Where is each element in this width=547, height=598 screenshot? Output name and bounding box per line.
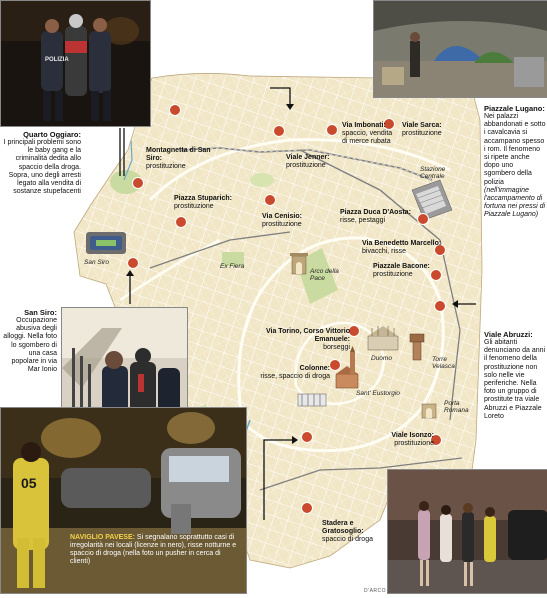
jersey-number: 05 [21,475,37,491]
photo-piazzale-lugano [373,0,547,98]
hotspot-name: Via Imbonati: [342,122,386,129]
hotspot-desc: borseggi [323,344,350,351]
marker-jenner [327,125,338,136]
place-ex-fiera: Ex Fiera [220,263,245,270]
sidebar-title: Viale Abruzzi: [484,330,533,339]
porta-romana-icon [422,404,436,418]
hotspot-name: Viale Sarca: [402,122,442,129]
marker-imbonati [274,126,285,137]
hotspot-name: Via Torino, Corso Vittorio Emanuele: [265,328,350,343]
hotspot-name: Stadera e Gratosoglio: [322,520,364,535]
sidebar-title: Quarto Oggiaro: [23,130,81,139]
label-isonzo [380,432,434,448]
label-colonne [254,365,330,381]
label-sarca [402,122,462,138]
sidebar-caption: (nell'immagine l'accampamento di fortuna nei pressi di Piazzale Lugano) [484,186,546,219]
hotspot-desc: spaccio di droga [322,536,373,543]
hotspot-name: Via Benedetto Marcello: [362,240,442,247]
sidebar-quarto-oggiaro [2,130,81,196]
marker-quarto-oggiaro [133,178,144,189]
label-cenisio [262,213,322,229]
colonne-icon [298,394,326,406]
hotspot-desc: prostituzione [286,162,326,169]
sidebar-san-siro [2,308,57,374]
label-imbonati [342,122,396,146]
marker-torino [349,326,360,337]
label-stuparich [174,195,244,211]
photo-viale-abruzzi [387,469,547,594]
marker-san-siro [128,258,139,269]
place-eustorgio: Sant' Eustorgio [356,390,400,397]
place-porta-romana: Porta Romana [444,400,469,414]
hotspot-name: Colonne: [299,365,330,372]
hotspot-name: Piazza Stuparich: [174,195,232,202]
hotspot-desc: prostituzione [174,203,214,210]
sidebar-piazzale-lugano [484,104,546,220]
place-stazione: Stazione Centrale [420,166,446,180]
label-bacone [373,263,433,279]
hotspot-desc: prostituzione [262,221,302,228]
sidebar-title: NAVIGLIO PAVESE: [70,534,135,541]
hotspot-name: Viale Jenner: [286,154,330,161]
label-stadera [322,520,392,544]
label-jenner [286,154,346,170]
marker-abruzzi [435,301,446,312]
san-siro-stadium-icon [86,232,126,254]
hotspot-desc: prostituzione [373,271,413,278]
hotspot-desc: prostituzione [402,130,442,137]
sidebar-text: I principali problemi sono le baby gang e la criminalità dedita allo spaccio della droga. Sopra, uno degli arresti legato alla vendita di sostanze stupefacenti [3,139,81,196]
hotspot-desc: risse, pestaggi [340,217,386,224]
place-san-siro: San Siro [84,259,109,266]
marker-montagnetta [170,105,181,116]
sidebar-text: Gli abitanti denunciano da anni il fenomeno della prostituzione non solo nelle vie periferiche. Nella foto un gruppo di prostitute tra viale Abruzzi e Piazzale Loreto [484,339,546,420]
sidebar-title: Piazzale Lugano: [484,104,545,113]
label-aosta [340,209,418,225]
marker-cenisio [265,195,276,206]
sidebar-title: San Siro: [24,308,57,317]
marker-pavese [302,432,313,443]
marker-stadera [302,503,313,514]
marker-stuparich [176,217,187,228]
hotspot-desc: prostituzione [146,163,186,170]
photo-quarto-oggiaro [0,0,151,127]
sidebar-text: Occupazione abusiva degli alloggi. Nella foto lo sgombero di una casa popolare in via Mar Ionio [3,317,57,374]
hotspot-name: Piazzale Bacone: [373,263,430,270]
label-montagnetta [146,147,216,171]
sidebar-naviglio-pavese [70,534,238,566]
arco-della-pace-icon [290,253,308,274]
hotspot-desc: risse, spaccio di droga [260,373,330,380]
sidebar-text: Si segnalano soprattutto casi di irregolarità nei locali (licenze in nero), risse notturne e spaccio di droga (nella foto un pusher in cerca di clienti) [70,534,237,565]
hotspot-name: Montagnetta di San Siro: [146,147,211,162]
hotspot-name: Via Cenisio: [262,213,302,220]
place-duomo: Duomo [371,355,392,362]
label-torino [262,328,350,352]
place-torre: Torre Velasca [432,356,455,370]
hotspot-name: Piazza Duca D'Aosta: [340,209,411,216]
sidebar-text: Nei palazzi abbandonati e sotto i cavalcavia si accampano spesso i rom. Il fenomeno si ripete anche dopo uno sgombero della polizia [484,113,546,186]
place-arco: Arco della Pace [310,268,339,282]
hotspot-name: Viale Isonzo: [391,432,434,439]
marker-aosta [418,214,429,225]
credit: D'ARCO [364,588,387,594]
sidebar-viale-abruzzi [484,330,546,421]
marker-colonne [330,360,341,371]
label-marcello [362,240,442,256]
hotspot-desc: spaccio, vendita di merce rubata [342,130,393,145]
police-mark: POLIZIA [45,57,69,63]
hotspot-desc: bivacchi, risse [362,248,406,255]
hotspot-desc: prostituzione [394,440,434,447]
